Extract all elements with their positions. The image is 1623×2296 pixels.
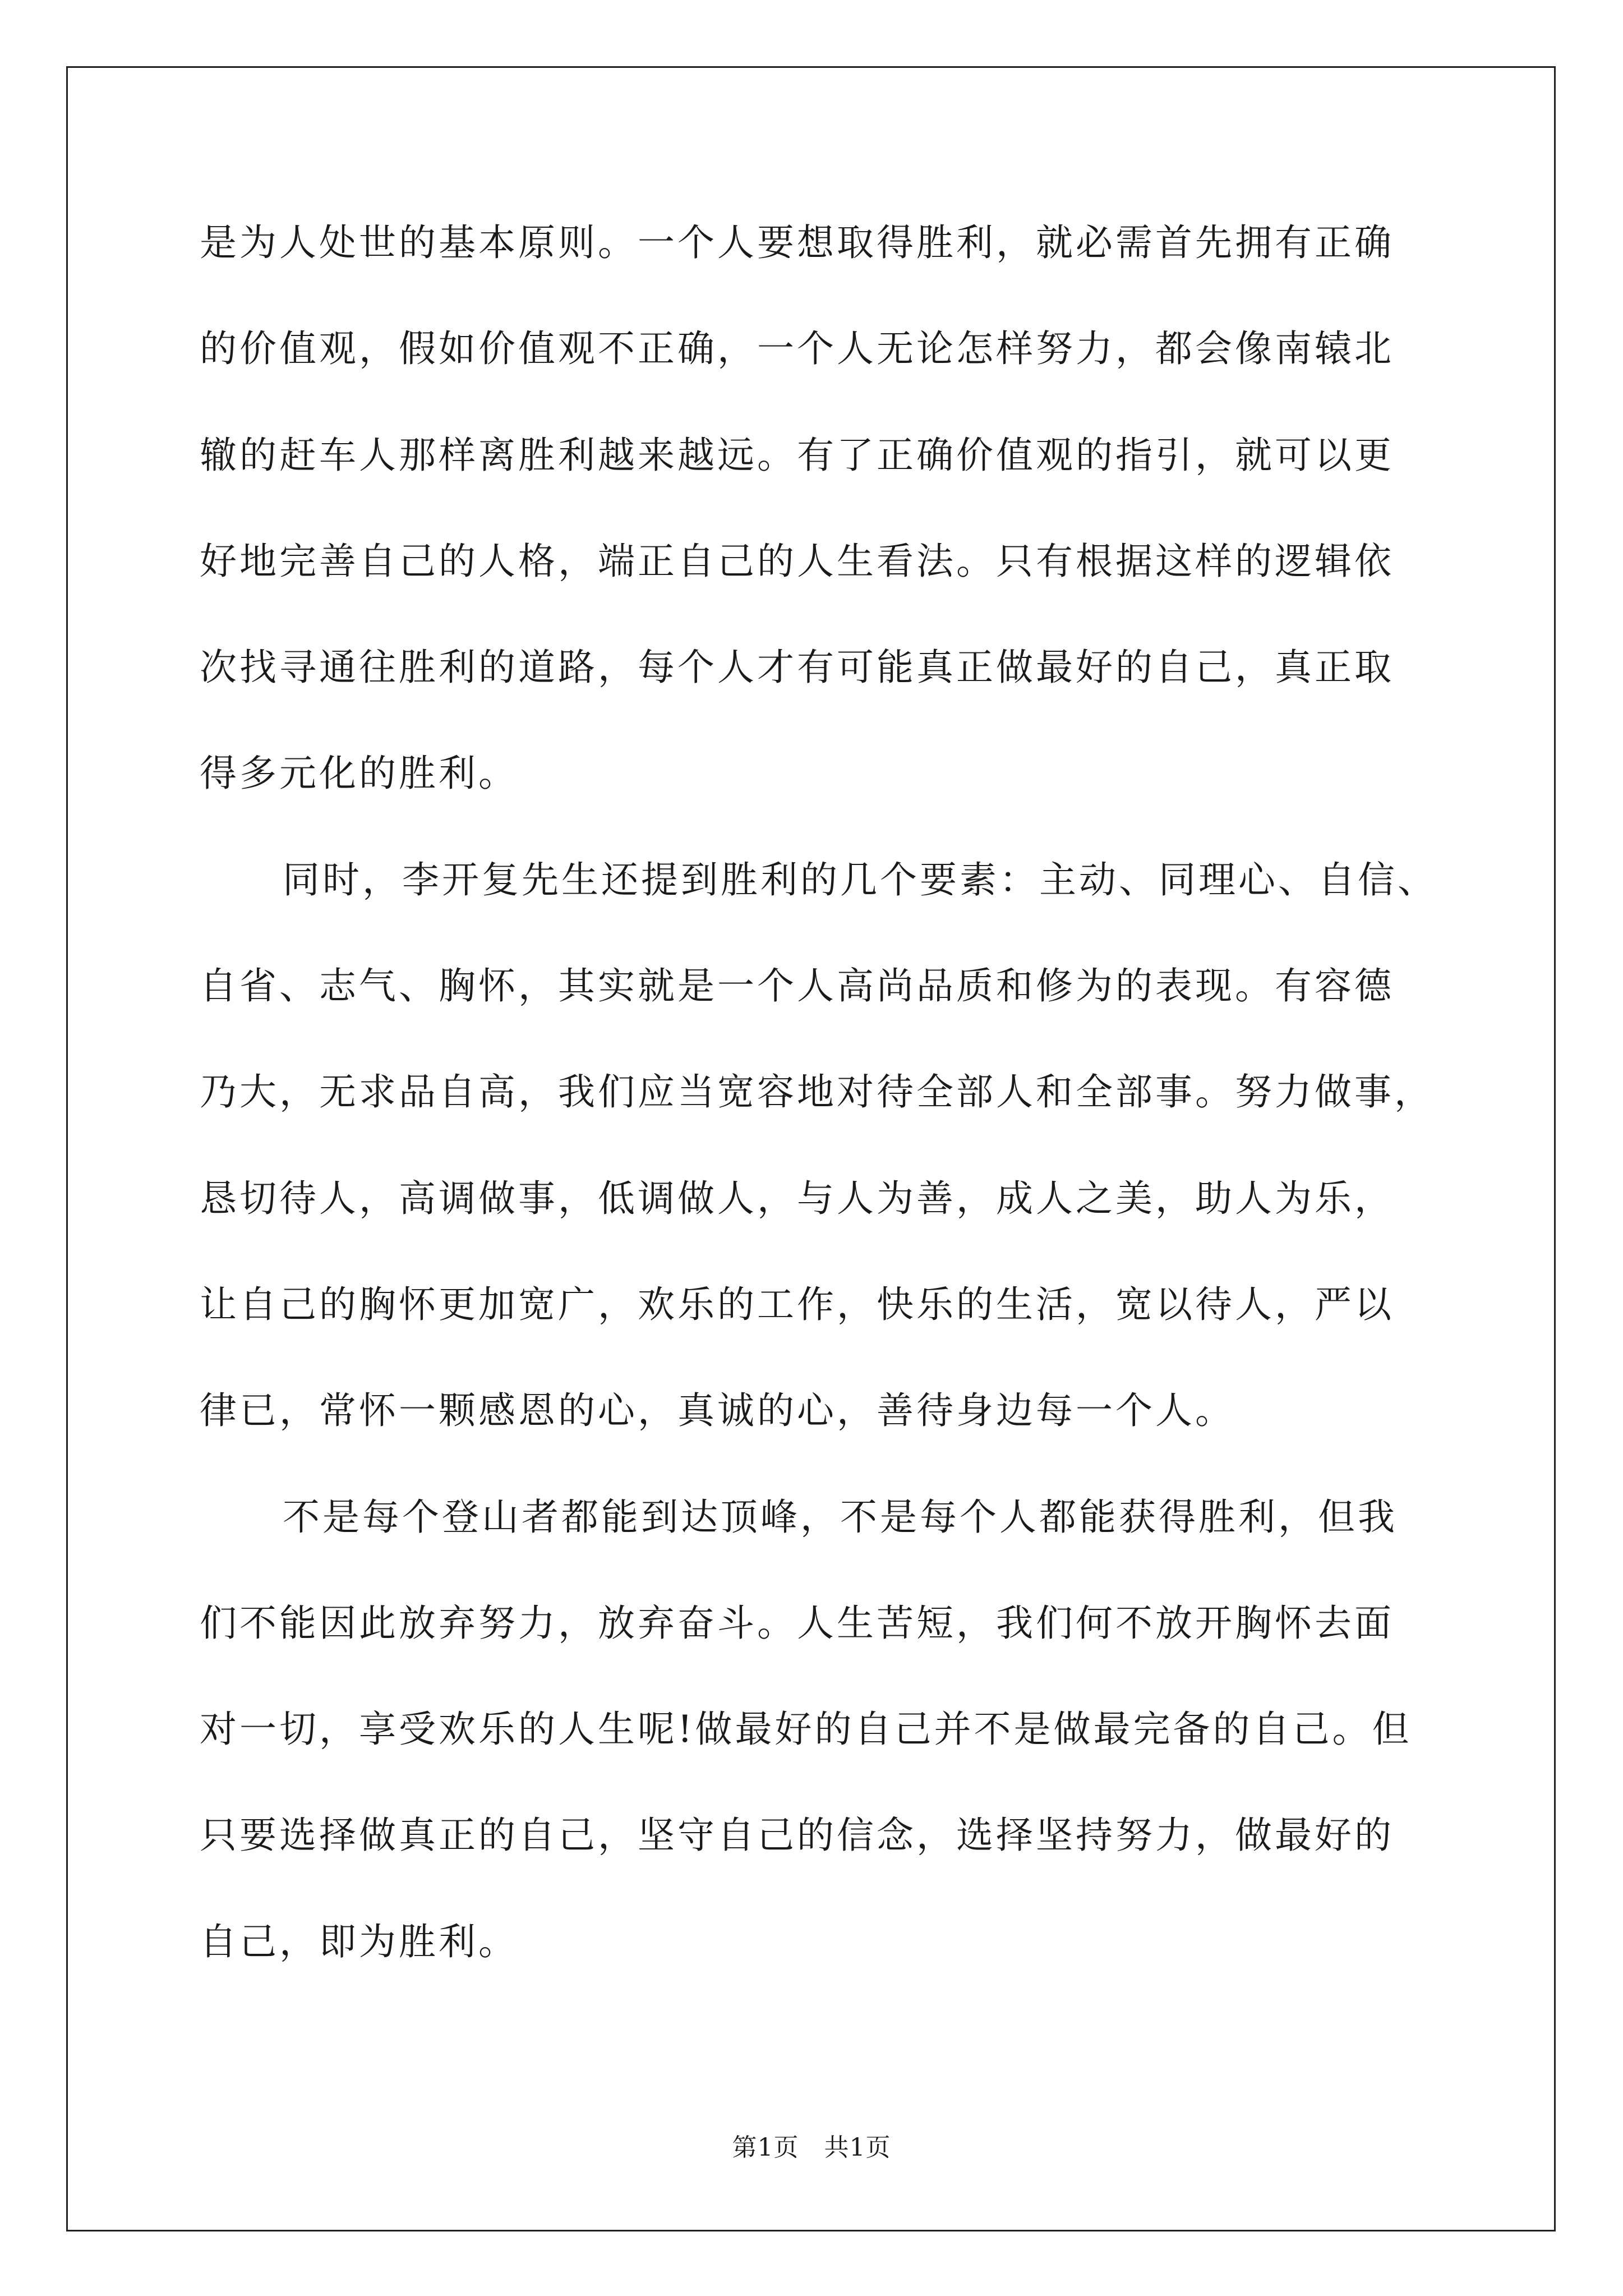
- text-line: 对一切，享受欢乐的人生呢!做最好的自己并不是做最完备的自己。但: [200, 1708, 1412, 1751]
- paragraph-first-line: 同时，李开复先生还提到胜利的几个要素：主动、同理心、自信、: [283, 858, 1437, 901]
- text-line: 律已，常怀一颗感恩的心，真诚的心，善待身边每一个人。: [200, 1389, 1235, 1433]
- text-line: 的价值观，假如价值观不正确，一个人无论怎样努力，都会像南辕北: [200, 327, 1394, 371]
- text-line: 得多元化的胜利。: [200, 752, 518, 795]
- paragraph-first-line: 不是每个登山者都能到达顶峰，不是每个人都能获得胜利，但我: [283, 1495, 1398, 1539]
- text-line: 自己，即为胜利。: [200, 1920, 518, 1963]
- page-number-footer: 第1页 共1页: [732, 2133, 891, 2162]
- text-line: 让自己的胸怀更加宽广，欢乐的工作，快乐的生活，宽以待人，严以: [200, 1282, 1394, 1326]
- text-line: 只要选择做真正的自己，坚守自己的信念，选择坚持努力，做最好的: [200, 1814, 1394, 1857]
- text-line: 次找寻通往胜利的道路，每个人才有可能真正做最好的自己，真正取: [200, 646, 1394, 689]
- text-line: 好地完善自己的人格，端正自己的人生看法。只有根据这样的逻辑依: [200, 539, 1394, 583]
- text-line: 恳切待人，高调做事，低调做人，与人为善，成人之美，助人为乐，: [200, 1176, 1394, 1220]
- text-line: 自省、志气、胸怀，其实就是一个人高尚品质和修为的表现。有容德: [200, 964, 1394, 1008]
- text-line: 们不能因此放弃努力，放弃奋斗。人生苦短，我们何不放开胸怀去面: [200, 1601, 1394, 1645]
- text-line: 乃大，无求品自高，我们应当宽容地对待全部人和全部事。努力做事，: [200, 1070, 1434, 1114]
- text-line: 是为人处世的基本原则。一个人要想取得胜利，就必需首先拥有正确: [200, 221, 1394, 264]
- document-body: [200, 223, 1456, 2028]
- text-line: 辙的赶车人那样离胜利越来越远。有了正确价值观的指引，就可以更: [200, 433, 1394, 477]
